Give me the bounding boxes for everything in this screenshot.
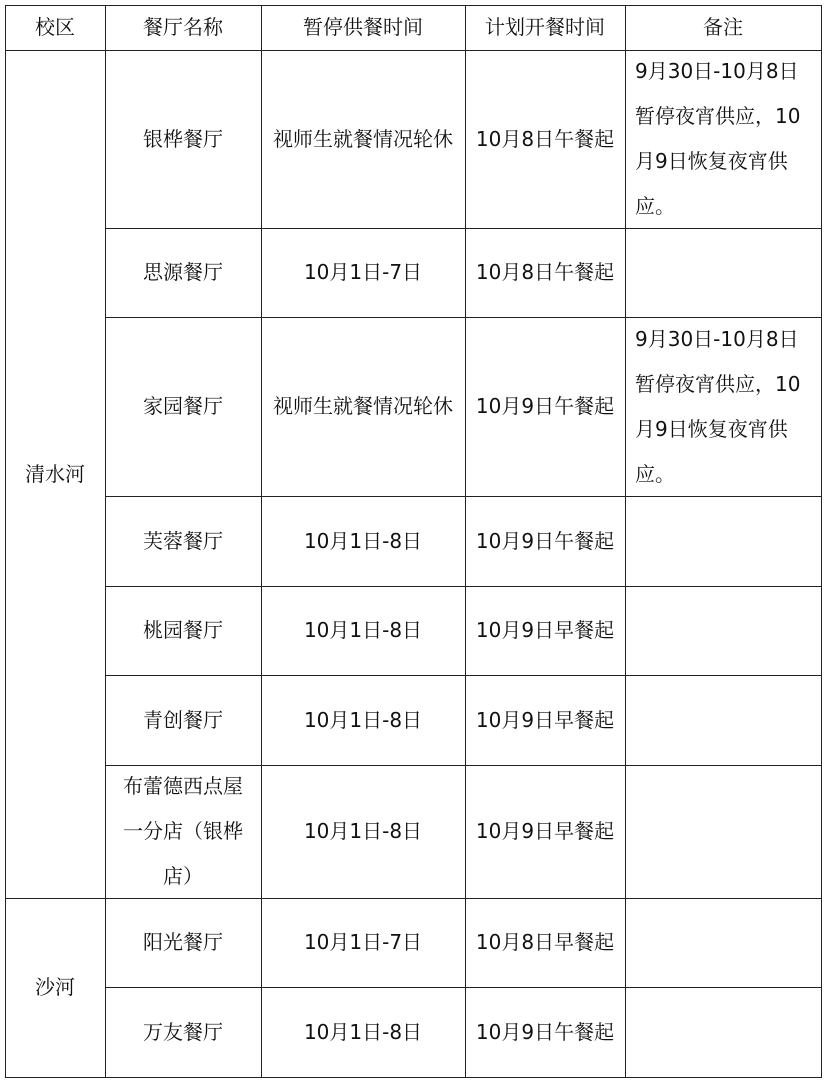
open-time: 10月9日午餐起 xyxy=(475,1019,615,1044)
pause-time: 10月1日-7日 xyxy=(303,260,423,284)
pause-time: 视师生就餐情况轮休 xyxy=(273,126,453,151)
open-time: 10月9日午餐起 xyxy=(475,528,615,553)
note: 9月30日-10月8日暂停夜宵供应，10月9日恢复夜宵供应。 xyxy=(635,326,801,486)
header-campus: 校区 xyxy=(35,15,75,39)
pause-time: 10月1日-7日 xyxy=(303,930,423,954)
header-note: 备注 xyxy=(703,15,743,39)
campus-qingshuihe: 清水河 xyxy=(25,461,85,486)
table-border-bottom xyxy=(5,1077,822,1078)
restaurant-name: 桃园餐厅 xyxy=(143,618,223,642)
open-time: 10月9日午餐起 xyxy=(475,394,615,418)
pause-time: 10月1日-8日 xyxy=(303,1019,423,1044)
restaurant-name: 阳光餐厅 xyxy=(143,930,223,954)
header-restaurant: 餐厅名称 xyxy=(143,15,223,39)
restaurant-name: 芙蓉餐厅 xyxy=(143,528,223,553)
pause-time: 10月1日-8日 xyxy=(303,819,423,843)
note xyxy=(625,987,821,1077)
header-open-time: 计划开餐时间 xyxy=(485,15,605,39)
note xyxy=(625,898,821,987)
open-time: 10月9日早餐起 xyxy=(475,707,615,732)
table-border-right xyxy=(821,5,822,1078)
note xyxy=(625,228,821,317)
restaurant-name: 布蕾德西点屋一分店（银桦店） xyxy=(123,774,243,888)
note xyxy=(625,765,821,898)
note xyxy=(625,586,821,675)
restaurant-name: 青创餐厅 xyxy=(143,707,223,732)
open-time: 10月8日午餐起 xyxy=(475,126,615,151)
pause-time: 10月1日-8日 xyxy=(303,707,423,732)
open-time: 10月8日早餐起 xyxy=(475,930,615,954)
restaurant-name: 家园餐厅 xyxy=(143,394,223,418)
note xyxy=(625,675,821,765)
open-time: 10月9日早餐起 xyxy=(475,819,615,843)
header-pause-time: 暂停供餐时间 xyxy=(303,15,423,39)
restaurant-name: 万友餐厅 xyxy=(143,1019,223,1044)
note xyxy=(625,496,821,586)
pause-time: 10月1日-8日 xyxy=(303,618,423,642)
pause-time: 10月1日-8日 xyxy=(303,528,423,553)
note: 9月30日-10月8日暂停夜宵供应，10月9日恢复夜宵供应。 xyxy=(635,59,801,218)
restaurant-name: 思源餐厅 xyxy=(143,260,223,284)
restaurant-name: 银桦餐厅 xyxy=(143,126,223,151)
open-time: 10月9日早餐起 xyxy=(475,618,615,642)
campus-shahe: 沙河 xyxy=(35,975,75,999)
open-time: 10月8日午餐起 xyxy=(475,260,615,284)
pause-time: 视师生就餐情况轮休 xyxy=(273,394,453,418)
